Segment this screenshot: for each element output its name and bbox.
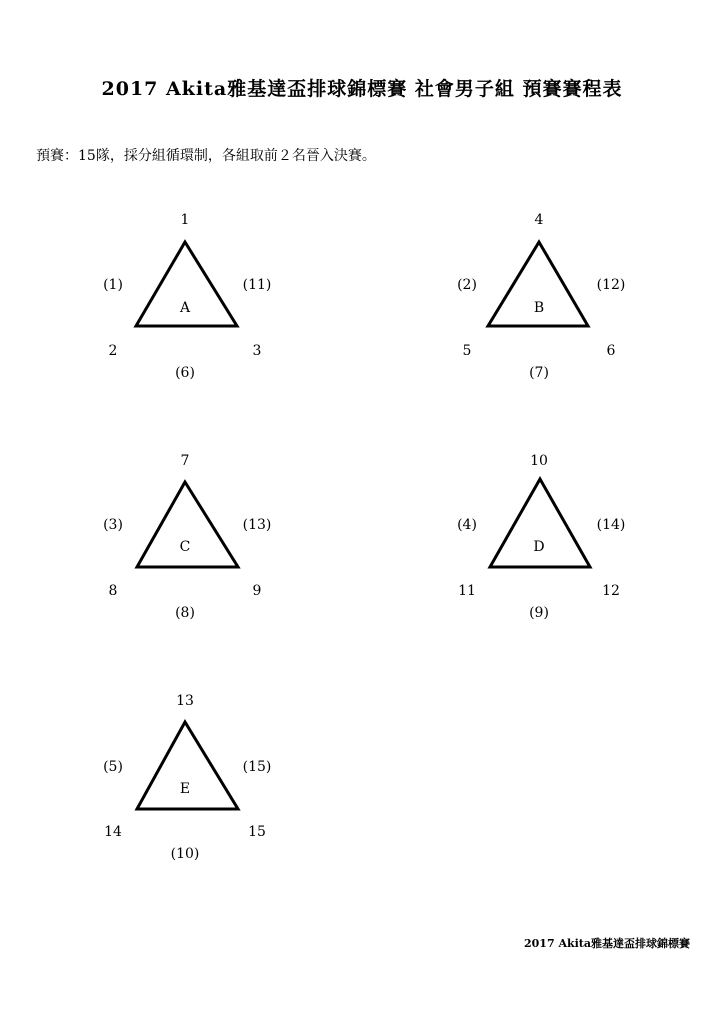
group-d-game-right: (14) [596,517,626,533]
group-a-name: A [179,300,191,316]
group-c-game-right: (13) [242,517,272,533]
group-e-name: E [179,781,191,797]
group-d-team-top: 10 [530,453,548,469]
group-a-game-right: (11) [242,277,272,293]
group-b-game-left: (2) [457,277,477,293]
group-c-diagram [75,451,295,621]
group-a-team-left: 2 [108,343,118,359]
group-b-team-left: 5 [462,343,472,359]
group-b-name: B [533,300,545,316]
group-b-diagram [429,210,649,380]
group-c-team-left: 8 [108,583,118,599]
page-title: 2017 Akita雅基達盃排球錦標賽 社會男子組 預賽賽程表 [101,78,623,100]
group-e-game-right: (15) [242,759,272,775]
group-c-game-left: (3) [103,517,123,533]
group-e-diagram [75,691,295,861]
format-description: 預賽：15隊，採分組循環制，各組取前２名晉入決賽。 [36,148,376,164]
group-a-team-top: 1 [180,212,190,228]
group-d-game-bottom: (9) [529,605,549,621]
group-b-game-right: (12) [596,277,626,293]
group-d-game-left: (4) [457,517,477,533]
group-a-diagram [75,210,295,380]
group-e-game-bottom: (10) [170,846,200,862]
group-e-team-top: 13 [176,693,194,709]
group-e-game-left: (5) [103,759,123,775]
footer-event-name: 2017 Akita雅基達盃排球錦標賽 [524,937,690,950]
group-d-team-left: 11 [458,583,476,599]
group-c-game-bottom: (8) [175,605,195,621]
group-b-team-top: 4 [534,212,544,228]
group-b-game-bottom: (7) [529,365,549,381]
group-d-team-right: 12 [602,583,620,599]
group-d-diagram [429,451,649,621]
group-c-team-top: 7 [180,453,190,469]
group-c-name: C [179,539,191,555]
group-c-team-right: 9 [252,583,262,599]
group-d-name: D [533,539,545,555]
group-a-team-right: 3 [252,343,262,359]
group-e-team-left: 14 [104,824,122,840]
group-a-game-left: (1) [103,277,123,293]
group-b-team-right: 6 [606,343,616,359]
group-e-team-right: 15 [248,824,266,840]
group-a-game-bottom: (6) [175,365,195,381]
